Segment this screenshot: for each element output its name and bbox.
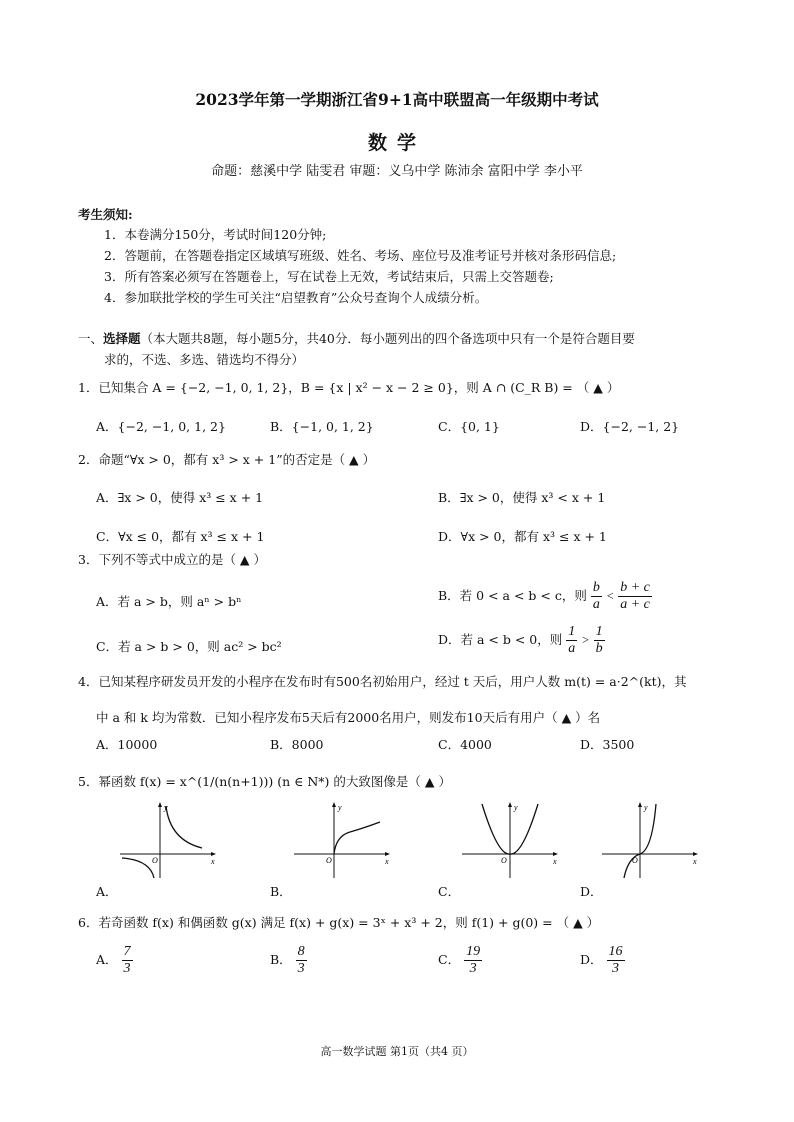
question-3-stem: 3．下列不等式中成立的是（ ▲ ） — [78, 552, 267, 567]
section-heading — [78, 329, 635, 347]
q4-option-c: C．4000 — [438, 737, 492, 752]
q1-option-a: A．{−2, −1, 0, 1, 2} — [96, 419, 226, 434]
fraction-8-over-3: $\frac{8}{3}$ — [297, 944, 305, 976]
q5-option-b: B． — [270, 884, 292, 899]
q5-option-c: C． — [438, 884, 461, 899]
question-4-line1: 4．已知某程序研发员开发的小程序在发布时有500名初始用户，经过 t 天后，用户人数 m(t) = a·2^(kt)，其 — [78, 674, 687, 689]
origin-label: O — [632, 856, 638, 865]
relation-symbol: < — [605, 589, 615, 603]
notice-item: 4．参加联批学校的学生可关注“启望教育”公众号查询个人成绩分析。 — [104, 290, 488, 305]
graph-option-d — [600, 800, 700, 880]
fraction-1-over-a: $\frac{1}{a}$ — [568, 624, 576, 656]
q6-option-c — [438, 944, 482, 977]
option-letter: D． — [580, 952, 603, 967]
notice-heading: 考生须知: — [78, 207, 133, 222]
origin-label: O — [326, 856, 332, 865]
q3-option-b — [438, 580, 652, 613]
section-desc-cont: 求的，不选、多选、错选均不得分） — [104, 352, 305, 367]
option-letter: A． — [96, 952, 118, 967]
q4-option-b: B．8000 — [270, 737, 324, 752]
exam-title: 2023学年第一学期浙江省9+1高中联盟高一年级期中考试 — [195, 90, 599, 109]
q6-option-b — [270, 944, 307, 977]
origin-label: O — [152, 856, 158, 865]
option-letter: B． — [270, 952, 292, 967]
q1-option-b: B．{−1, 0, 1, 2} — [270, 419, 374, 434]
y-axis-label: y — [164, 803, 168, 812]
relation-symbol: > — [581, 633, 590, 647]
q5-option-d: D． — [580, 884, 603, 899]
page-footer: 高一数学试题 第1页（共4 页） — [320, 1045, 474, 1058]
q6-option-d — [580, 944, 625, 977]
q4-option-d: D．3500 — [580, 737, 635, 752]
option-letter: C． — [438, 952, 461, 967]
q1-option-c: C．{0, 1} — [438, 419, 500, 434]
x-axis-label: x — [693, 857, 697, 866]
subject-title: 数学 — [367, 132, 426, 154]
x-axis-label: x — [385, 857, 389, 866]
fraction-19-over-3: $\frac{19}{3}$ — [466, 944, 481, 976]
fraction-b-over-a: $\frac{b}{a}$ — [592, 580, 600, 612]
question-6-stem: 6．若奇函数 f(x) 和偶函数 g(x) 满足 f(x) + g(x) = 3ˣ + x³ + 2，则 f(1) + g(0) = （ ▲ ） — [78, 915, 600, 930]
q2-option-c: C．∀x ≤ 0，都有 x³ ≤ x + 1 — [96, 529, 265, 544]
q2-option-a: A．∃x > 0，使得 x³ ≤ x + 1 — [96, 490, 264, 505]
x-axis-label: x — [211, 857, 215, 866]
y-axis-label: y — [644, 803, 648, 812]
notice-item: 1．本卷满分150分，考试时间120分钟; — [104, 227, 327, 242]
q5-option-a: A． — [96, 884, 118, 899]
q3-option-d-prefix: D．若 a < b < 0，则 — [438, 632, 563, 647]
notice-item: 2．答题前，在答题卷指定区域填写班级、姓名、考场、座位号及准考证号并核对条形码信息; — [104, 248, 617, 263]
q3-option-a: A．若 a > b，则 aⁿ > bⁿ — [96, 594, 242, 609]
q3-option-d — [438, 624, 605, 657]
fraction-7-over-3: $\frac{7}{3}$ — [123, 944, 131, 976]
origin-label: O — [501, 856, 507, 865]
y-axis-label: y — [514, 803, 518, 812]
q2-option-b: B．∃x > 0，使得 x³ < x + 1 — [438, 490, 606, 505]
graph-option-a — [118, 800, 218, 880]
graph-option-c — [460, 800, 560, 880]
notice-item: 3．所有答案必须写在答题卷上，写在试卷上无效，考试结束后，只需上交答题卷; — [104, 269, 554, 284]
fraction-bc-over-ac: $\frac{b + c}{a + c}$ — [620, 580, 650, 612]
credits-line: 命题：慈溪中学 陆雯君 审题：义乌中学 陈沛余 富阳中学 李小平 — [211, 164, 583, 179]
q1-option-d: D．{−2, −1, 2} — [580, 419, 680, 434]
q4-option-a: A．10000 — [96, 737, 158, 752]
q2-option-d: D．∀x > 0，都有 x³ ≤ x + 1 — [438, 529, 607, 544]
question-2-stem: 2．命题“∀x > 0，都有 x³ > x + 1”的否定是（ ▲ ） — [78, 452, 376, 467]
section-name: 选择题 — [103, 331, 141, 346]
section-prefix: 一、 — [78, 331, 104, 346]
graph-option-b — [292, 800, 392, 880]
x-axis-label: x — [553, 857, 557, 866]
q3-option-b-prefix: B．若 0 < a < b < c，则 — [438, 588, 587, 603]
question-4-line2: 中 a 和 k 均为常数．已知小程序发布5天后有2000名用户，则发布10天后有用户（ ▲ ）名 — [96, 710, 601, 725]
y-axis-label: y — [338, 803, 342, 812]
question-1-stem: 1．已知集合 A = {−2, −1, 0, 1, 2}，B = {x | x² − x − 2 ≥ 0}，则 A ∩ (C_R B) = （ ▲ ） — [78, 380, 620, 395]
question-5-stem: 5．幂函数 f(x) = x^(1/(n(n+1))) (n ∈ N*) 的大致图像是（ ▲ ） — [78, 774, 451, 789]
fraction-16-over-3: $\frac{16}{3}$ — [608, 944, 623, 976]
q6-option-a — [96, 944, 133, 977]
section-desc: （本大题共8题，每小题5分，共40分．每小题列出的四个备选项中只有一个是符合题目要 — [140, 331, 635, 346]
fraction-1-over-b: $\frac{1}{b}$ — [595, 624, 603, 656]
q3-option-c: C．若 a > b > 0，则 ac² > bc² — [96, 639, 282, 654]
